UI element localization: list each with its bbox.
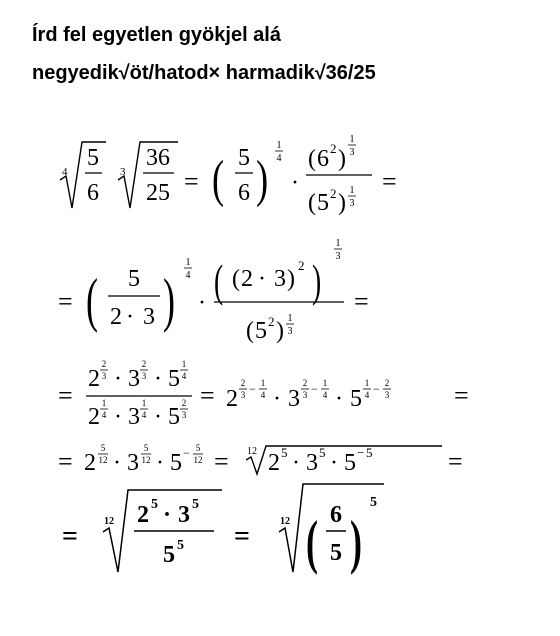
denominator: 25	[146, 180, 170, 206]
exponent-numerator: 2	[181, 398, 187, 408]
math-line-3	[58, 359, 469, 430]
exponent-denominator: 3	[240, 390, 246, 400]
left-paren: (	[308, 146, 316, 172]
cdot: ·	[163, 502, 172, 528]
base: 3	[128, 404, 140, 430]
left-paren: (	[308, 190, 316, 216]
left-paren: (	[232, 266, 240, 292]
exponent-numerator: 1	[364, 378, 370, 388]
equals-sign: =	[62, 521, 78, 552]
exponent-denominator: 4	[364, 390, 370, 400]
denominator: 5	[330, 540, 342, 566]
base: 5	[168, 366, 180, 392]
left-paren: (	[213, 255, 224, 307]
exponent-numerator: 1	[335, 238, 341, 249]
cdot: ·	[198, 290, 206, 316]
cdot: ·	[156, 450, 164, 476]
exponent: 5	[366, 445, 373, 460]
base: 2	[226, 386, 238, 412]
denominator-term: 2	[110, 304, 122, 330]
equals-sign: =	[448, 447, 463, 476]
exponent-denominator: 3	[335, 251, 341, 262]
exponent-numerator: 1	[322, 378, 328, 388]
cdot: ·	[273, 386, 281, 412]
left-paren: (	[246, 318, 254, 344]
exponent-denominator: 3	[349, 198, 355, 209]
exponent-denominator: 3	[349, 147, 355, 158]
equals-sign: =	[382, 167, 397, 196]
left-paren: (	[212, 149, 225, 208]
exponent-numerator: 1	[260, 378, 266, 388]
math-line-2	[58, 238, 369, 344]
exponent-numerator: 1	[349, 185, 355, 196]
numerator: 5	[238, 145, 250, 171]
equals-sign: =	[214, 447, 229, 476]
base: 3	[288, 386, 300, 412]
base: 2	[84, 450, 96, 476]
right-paren: )	[256, 149, 269, 208]
base: 5	[344, 450, 356, 476]
right-paren: )	[350, 508, 362, 576]
base: 5	[317, 190, 329, 216]
left-paren: (	[86, 266, 98, 334]
cdot: ·	[113, 450, 121, 476]
base: 5	[168, 404, 180, 430]
equals-sign: =	[184, 167, 199, 196]
cdot: ·	[114, 404, 122, 430]
exponent-denominator: 4	[185, 270, 191, 281]
exponent: 5	[192, 497, 199, 512]
cdot: ·	[330, 450, 338, 476]
exponent-denominator: 4	[141, 410, 147, 420]
right-paren: )	[338, 146, 346, 172]
numerator: 5	[128, 266, 140, 292]
exponent: 5	[281, 445, 288, 460]
title-line-1: Írd fel egyetlen gyökjel alá	[32, 24, 281, 46]
term: 2	[241, 266, 253, 292]
root-index: 4	[62, 166, 68, 178]
exponent-numerator: 1	[287, 313, 293, 324]
exponent-numerator: 1	[276, 140, 282, 151]
exponent-denominator: 3	[302, 390, 308, 400]
exponent-numerator: 5	[100, 443, 106, 453]
exponent: 2	[330, 141, 337, 156]
base: 3	[128, 366, 140, 392]
base: 5	[170, 450, 182, 476]
exponent-numerator: 5	[195, 443, 201, 453]
exponent-denominator: 3	[141, 371, 147, 381]
denominator: 6	[87, 180, 99, 206]
math-line-5	[62, 484, 384, 575]
equals-sign: =	[58, 447, 73, 476]
cdot: ·	[154, 404, 162, 430]
root-index: 12	[247, 446, 257, 457]
right-paren: )	[312, 255, 322, 307]
exponent-denominator: 4	[322, 390, 328, 400]
cdot: ·	[335, 386, 343, 412]
base: 2	[88, 366, 100, 392]
base: 5	[350, 386, 362, 412]
root-index: 12	[104, 516, 114, 527]
exponent-denominator: 4	[181, 371, 187, 381]
exponent-numerator: 1	[101, 398, 107, 408]
root-index: 12	[280, 516, 290, 527]
cdot: ·	[126, 304, 134, 330]
base: 2	[137, 502, 149, 528]
base: 3	[306, 450, 318, 476]
cdot: ·	[114, 366, 122, 392]
exponent-denominator: 12	[141, 455, 151, 465]
cdot: ·	[292, 450, 300, 476]
exponent-minus: −	[249, 382, 256, 396]
base: 3	[127, 450, 139, 476]
exponent-numerator: 2	[141, 359, 147, 369]
base: 5	[163, 542, 175, 568]
exponent: 5	[177, 538, 184, 553]
exponent-numerator: 5	[143, 443, 149, 453]
equals-sign: =	[58, 381, 73, 410]
equals-sign: =	[200, 381, 215, 410]
right-paren: )	[287, 266, 295, 292]
cdot: ·	[291, 170, 299, 196]
math-line-1	[60, 134, 397, 216]
exponent-denominator: 4	[101, 410, 107, 420]
base: 3	[178, 502, 190, 528]
exponent-numerator: 1	[141, 398, 147, 408]
denominator-term: 3	[143, 304, 155, 330]
exponent-numerator: 1	[181, 359, 187, 369]
equals-sign: =	[58, 287, 73, 316]
right-paren: )	[276, 318, 284, 344]
exponent: 2	[298, 258, 305, 273]
exponent-denominator: 12	[98, 455, 108, 465]
exponent-numerator: 2	[240, 378, 246, 388]
exponent: 5	[319, 445, 326, 460]
math-line-4	[58, 443, 463, 476]
exponent-denominator: 12	[193, 455, 203, 465]
cdot: ·	[154, 366, 162, 392]
exponent-denominator: 4	[276, 153, 282, 164]
equals-sign: =	[234, 521, 250, 552]
base: 2	[88, 404, 100, 430]
root-index: 3	[120, 166, 126, 178]
base: 5	[255, 318, 267, 344]
equals-sign: =	[354, 287, 369, 316]
exponent-minus: −	[357, 445, 365, 460]
term: 3	[274, 266, 286, 292]
exponent-denominator: 3	[287, 326, 293, 337]
exponent-minus: −	[183, 446, 190, 460]
exponent: 5	[151, 497, 158, 512]
right-paren: )	[338, 190, 346, 216]
exponent-denominator: 3	[181, 410, 187, 420]
exponent-numerator: 2	[101, 359, 107, 369]
right-paren: )	[162, 266, 175, 334]
exponent-numerator: 2	[302, 378, 308, 388]
numerator: 5	[87, 145, 99, 171]
numerator: 6	[330, 502, 342, 528]
exponent-numerator: 1	[185, 257, 191, 268]
exponent-minus: −	[373, 382, 380, 396]
base: 2	[268, 450, 280, 476]
numerator: 36	[146, 145, 170, 171]
exponent-denominator: 3	[384, 390, 390, 400]
equals-sign: =	[454, 381, 469, 410]
cdot: ·	[258, 266, 266, 292]
exponent-denominator: 3	[101, 371, 107, 381]
left-paren: (	[306, 508, 318, 576]
exponent: 2	[268, 314, 275, 329]
exponent-numerator: 1	[349, 134, 355, 145]
exponent-denominator: 4	[260, 390, 266, 400]
base: 6	[317, 146, 329, 172]
exponent-minus: −	[311, 382, 318, 396]
exponent: 5	[370, 495, 377, 510]
denominator: 6	[238, 180, 250, 206]
title-line-2: negyedik√öt/hatod× harmadik√36/25	[32, 62, 376, 84]
exponent: 2	[330, 186, 337, 201]
exponent-numerator: 2	[384, 378, 390, 388]
